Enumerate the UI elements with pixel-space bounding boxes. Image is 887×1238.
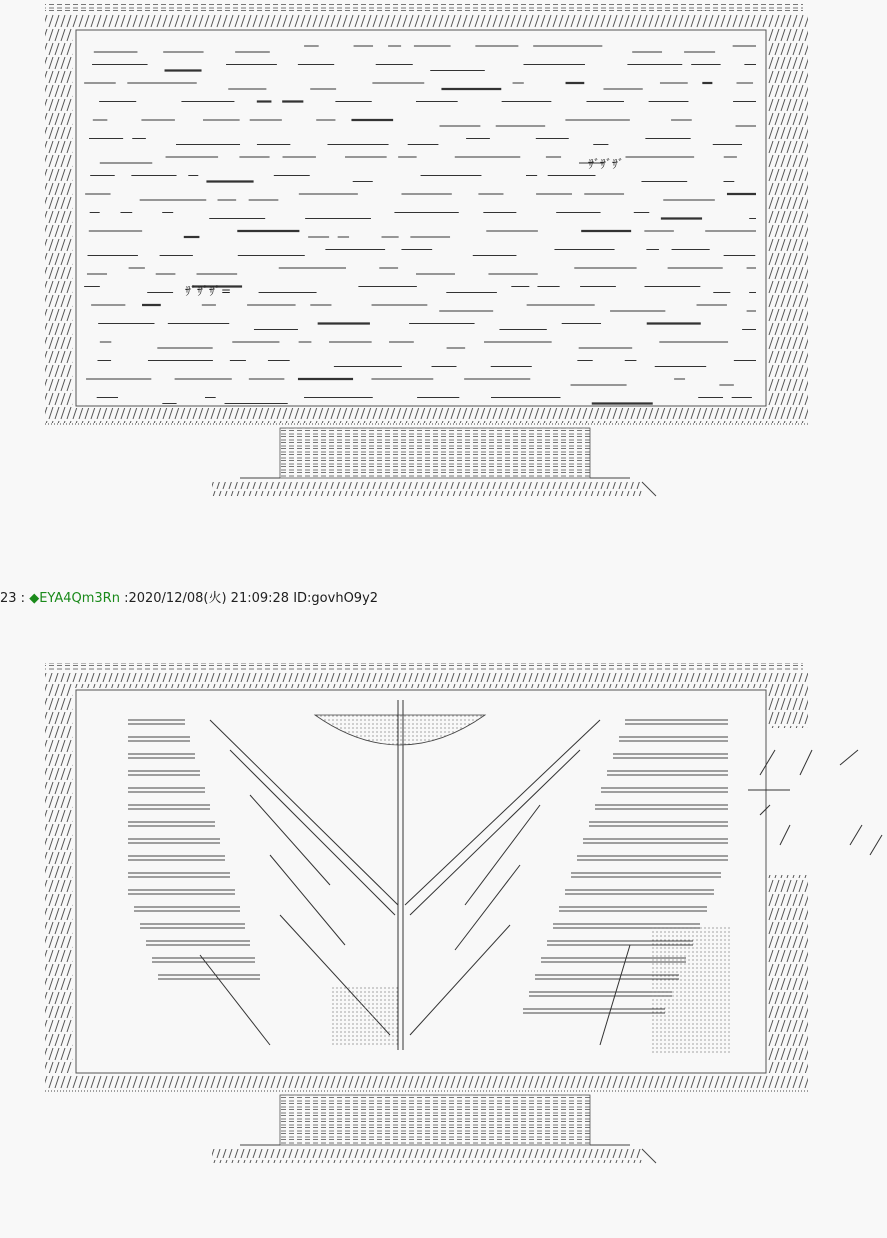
tv2-bottom-hatch [45, 1075, 808, 1090]
tv2-neck [280, 1095, 590, 1145]
scene-shade-center [330, 985, 400, 1045]
tv-scene-art [0, 655, 887, 1175]
post-separator: : [16, 591, 30, 606]
tv-static-noise [84, 46, 756, 404]
scene-outside-marks [748, 750, 882, 855]
scene-left-blocks [128, 720, 260, 979]
tv2-right-hatch-top [768, 688, 808, 728]
tv2-top-hatch [45, 673, 808, 688]
static-label-1: ｻﾞｻﾞｻﾞ [588, 157, 625, 171]
tv-bottom-hatch [45, 408, 808, 423]
tv2-base-hatch [212, 1149, 642, 1163]
post-trip[interactable]: ◆EYA4Qm3Rn [29, 591, 120, 606]
tv-static-art [0, 0, 887, 510]
post-id[interactable]: ID:govhO9y2 [293, 591, 379, 606]
scene-shade-right [650, 925, 730, 1055]
post-number[interactable]: 23 [0, 591, 17, 606]
tv-top-hatch [45, 13, 808, 28]
post-datetime: 2020/12/08(火) 21:09:28 [128, 591, 290, 606]
tv-base-hatch [212, 482, 642, 496]
tv2-left-hatch [45, 688, 73, 1073]
ascii-tv-static [0, 0, 887, 510]
ascii-tv-scene [0, 655, 887, 1175]
tv-top-rule [45, 3, 803, 11]
scene-funnel [315, 715, 485, 745]
tv-right-hatch [768, 28, 808, 408]
tv2-top-rule [45, 663, 803, 671]
post-date-prefix: : [119, 591, 129, 606]
scene-v-lines [200, 700, 630, 1050]
static-label-2: ｻﾞｻﾞｻﾞ= [185, 284, 232, 298]
post-header [0, 589, 887, 609]
tv-neck [280, 428, 590, 478]
tv2-right-hatch-bottom [768, 875, 808, 1073]
tv-left-hatch [45, 28, 73, 408]
